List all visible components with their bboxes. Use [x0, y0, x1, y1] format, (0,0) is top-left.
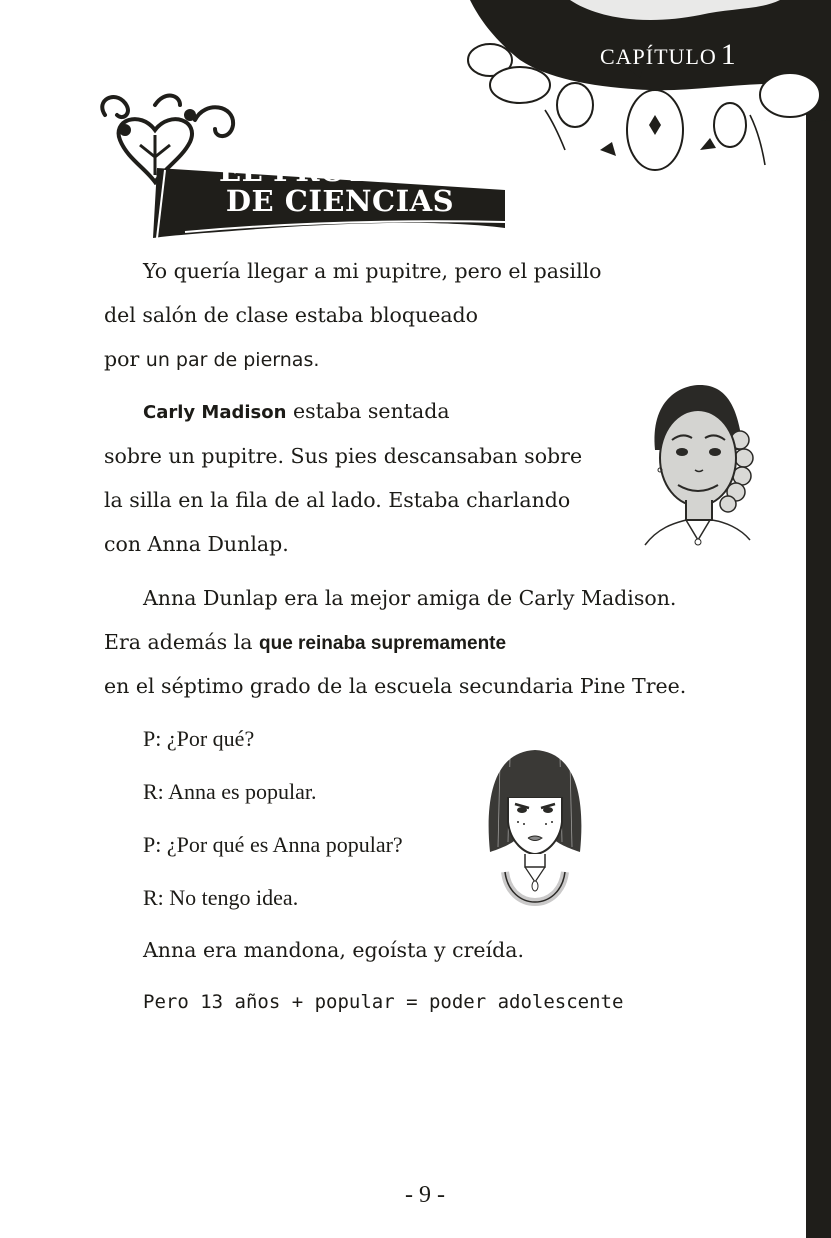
qa-line-2: R: Anna es popular. — [143, 779, 317, 804]
para2-line1 — [143, 389, 450, 435]
chapter-label — [600, 38, 737, 72]
qa-line-3: P: ¿Por qué es Anna popular? — [143, 832, 403, 857]
para1-line3-prefix: por — [104, 347, 146, 371]
chapter-title — [190, 156, 490, 216]
para4: Anna era mandona, egoísta y creída. — [143, 938, 524, 962]
page-edge-bar — [806, 120, 831, 1238]
para2-line2: sobre un pupitre. Sus pies descansaban sobre — [104, 444, 583, 468]
para3-line3: en el séptimo grado de la escuela secundaria Pine Tree. — [104, 674, 687, 698]
para2-line1-rest: estaba sentada — [286, 399, 450, 423]
para1-line2: del salón de clase estaba bloqueado — [104, 303, 479, 327]
para3-line1: Anna Dunlap era la mejor amiga de Carly Madison. — [143, 586, 677, 610]
page-number: - 9 - — [405, 1182, 445, 1208]
handwritten-emphasis: un par de piernas. — [145, 349, 320, 371]
para1-line3 — [104, 337, 319, 382]
qa-line-1: P: ¿Por qué? — [143, 726, 255, 751]
bold-emphasis: que reinaba supremamente — [258, 633, 507, 654]
chapter-banner-decoration — [450, 0, 831, 180]
para3-line2 — [104, 620, 506, 666]
para3-line2-prefix: Era además la — [104, 630, 259, 654]
chapter-word: CAPÍTULO — [600, 44, 717, 69]
title-line-1: EL PROYECTO — [219, 154, 461, 188]
handwritten-note: Pero 13 años + popular = poder adolescente — [143, 991, 624, 1013]
para1-line1: Yo quería llegar a mi pupitre, pero el pasillo — [143, 259, 602, 283]
para2-line3: la silla en la fila de al lado. Estaba charlando — [104, 488, 571, 512]
qa-line-4: R: No tengo idea. — [143, 885, 299, 910]
anna-portrait — [480, 742, 590, 914]
chapter-number: 1 — [720, 38, 737, 71]
para2-line4: con Anna Dunlap. — [104, 532, 289, 556]
carly-portrait — [640, 380, 760, 550]
title-line-2: DE CIENCIAS — [225, 184, 455, 218]
character-name-carly: Carly Madison — [143, 402, 287, 423]
